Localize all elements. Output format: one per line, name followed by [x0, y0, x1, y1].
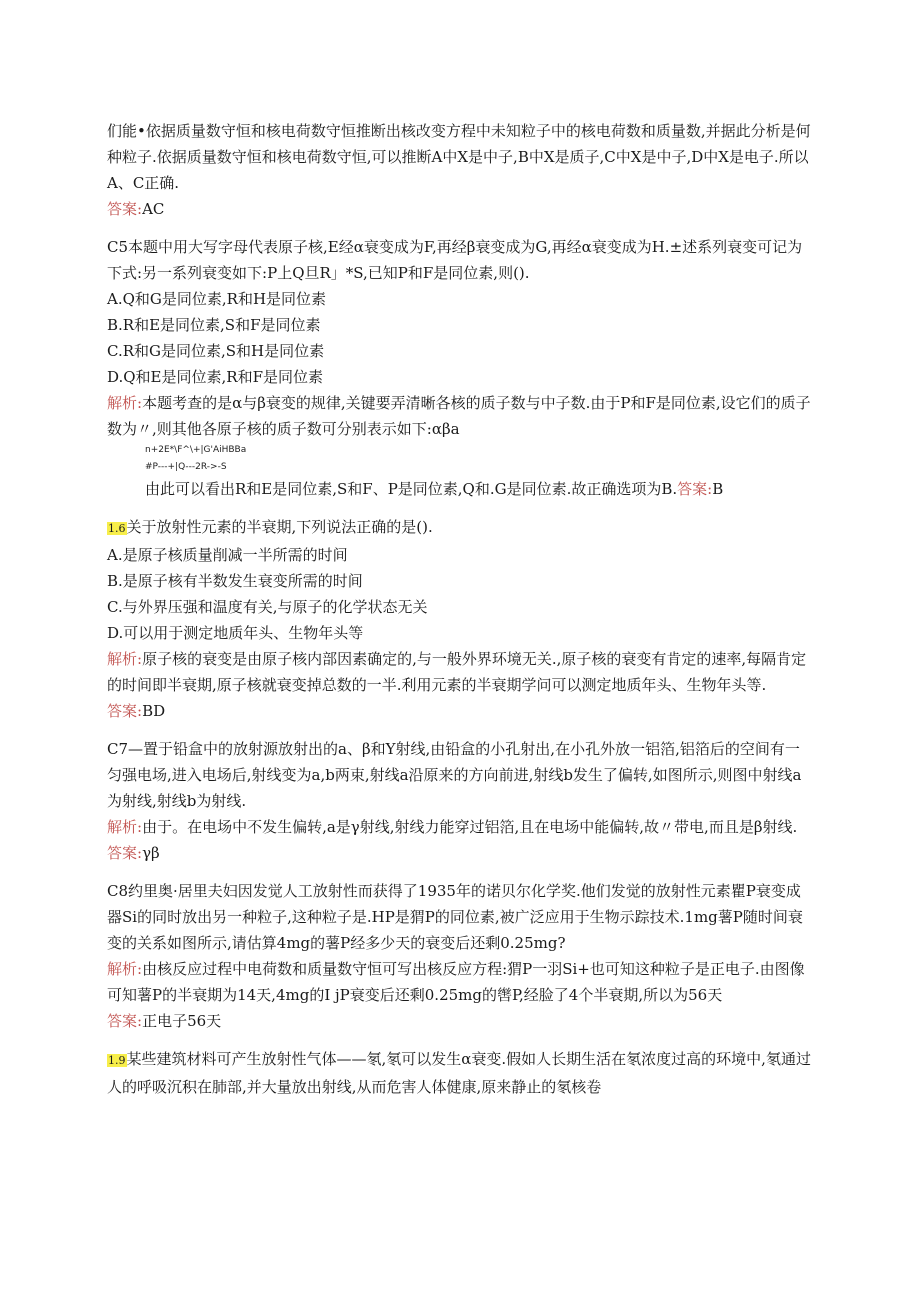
q7-stem: C7—置于铅盒中的放射源放射出的a、β和Y射线,由铅盒的小孔射出,在小孔外放一铝箔,铝箔后的空间有一匀强电场,进入电场后,射线变为a,b两束,射线a沿原来的方向前进,射线b发生了偏转,如图所示,则图中射线a为射线,射线b为射线.: [107, 740, 802, 810]
analysis-label: 解析:: [107, 394, 143, 412]
answer-label: 答案:: [107, 702, 143, 720]
conclusion-text: 由此可以看出R和E是同位素,S和F、P是同位素,Q和.G是同位素.故正确选项为B.: [145, 480, 678, 498]
answer-label: 答案:: [107, 200, 143, 218]
answer-value: AC: [142, 200, 165, 218]
q5-option-d: D.Q和E是同位素,R和F是同位素: [107, 368, 323, 386]
answer-value: γβ: [142, 844, 160, 862]
q5-option-c: C.R和G是同位素,S和H是同位素: [107, 342, 325, 360]
analysis-text: 由于。在电场中不发生偏转,a是γ射线,射线力能穿过铝箔,且在电场中能偏转,故〃带电,而且是β射线.: [142, 818, 798, 836]
q7-answer: [107, 840, 812, 866]
q9-stem: [107, 1046, 812, 1100]
q8-stem: C8约里奥·居里夫妇因发觉人工放射性而获得了1935年的诺贝尔化学奖.他们发觉的放射性元素瞿P衰变成器Si的同时放出另一种粒子,这种粒子是.HP是猬P的同位素,被广泛应用于生物示踪技术.1mg薯P随时间衰变的关系如图所示,请估算4mg的薯P经多少天的衰变后还剩0.25mg?: [107, 882, 803, 952]
analysis-label: 解析:: [107, 960, 143, 978]
question-stem-text: 某些建筑材料可产生放射性气体——氡,氡可以发生α衰变.假如人长期生活在氡浓度过高的环境中,氡通过人的呼吸沉积在肺部,并大量放出射线,从而危害人体健康,原来静止的氡核卷: [107, 1050, 811, 1096]
analysis-label: 解析:: [107, 650, 143, 668]
q5-conclusion: [107, 476, 812, 502]
q5-stem: C5本题中用大写字母代表原子核,E经α衰变成为F,再经β衰变成为G,再经α衰变成为H.±述系列衰变可记为下式:另一系列衰变如下:P上Q旦R」*S,已知P和F是同位素,则().: [107, 238, 803, 282]
answer-label: 答案:: [677, 480, 713, 498]
question-number-marker: 1.6: [108, 522, 126, 535]
answer-value: B: [712, 480, 724, 498]
answer-label: 答案:: [107, 1012, 143, 1030]
q5-option-a: A.Q和G是同位素,R和H是同位素: [107, 290, 327, 308]
analysis-text: 由核反应过程中电荷数和质量数守恒可写出核反应方程:猬P一羽Si+也可知这种粒子是正电子.由图像可知薯P的半衰期为14天,4mg的I jP衰变后还剩0.25mg的辔P,经脸了4个半衰期,所以为56天: [107, 960, 805, 1004]
q6-option-c: C.与外界压强和温度有关,与原子的化学状态无关: [107, 598, 428, 616]
q8-analysis: [107, 956, 812, 1008]
question-number-marker: 1.9: [108, 1054, 126, 1067]
q5-formula-line-2: #P---+|Q---2R->-S: [145, 462, 227, 472]
q6-answer: [107, 698, 812, 724]
q7-analysis: [107, 814, 812, 840]
analysis-text: 原子核的衰变是由原子核内部因素确定的,与一般外界环境无关.,原子核的衰变有肯定的速率,每隔肯定的时间即半衰期,原子核就衰变掉总数的一半.利用元素的半衰期学问可以测定地质年头、生物年头等.: [107, 650, 807, 694]
answer-value: BD: [142, 702, 166, 720]
q6-analysis: [107, 646, 812, 698]
prev-question-answer: [107, 196, 812, 222]
q6-option-b: B.是原子核有半数发生衰变所需的时间: [107, 572, 363, 590]
q6-option-d: D.可以用于测定地质年头、生物年头等: [107, 624, 364, 642]
question-stem-text: 关于放射性元素的半衰期,下列说法正确的是().: [126, 518, 433, 536]
answer-value: 正电子56天: [142, 1012, 222, 1030]
q5-analysis: [107, 390, 812, 442]
q5-option-b: B.R和E是同位素,S和F是同位素: [107, 316, 321, 334]
analysis-label: 解析:: [107, 818, 143, 836]
analysis-text: 本题考查的是α与β衰变的规律,关键要弄清晰各核的质子数与中子数.由于P和F是同位素,设它们的质子数为〃,则其他各原子核的质子数可分别表示如下:αβa: [107, 394, 811, 438]
q6-option-a: A.是原子核质量削减一半所需的时间: [107, 546, 348, 564]
q5-formula-line-1: n+2E*\F^\+|G'AiHBBa: [145, 445, 247, 455]
document-page: [107, 118, 812, 1100]
answer-label: 答案:: [107, 844, 143, 862]
prev-question-analysis: 们能•依据质量数守恒和核电荷数守恒推断出核改变方程中未知粒子中的核电荷数和质量数,并据此分析是何种粒子.依据质量数守恒和核电荷数守恒,可以推断A中X是中子,B中X是质子,C中X是中子,D中X是电子.所以A、C正确.: [107, 122, 811, 192]
q6-stem: [107, 514, 812, 542]
q8-answer: [107, 1008, 812, 1034]
